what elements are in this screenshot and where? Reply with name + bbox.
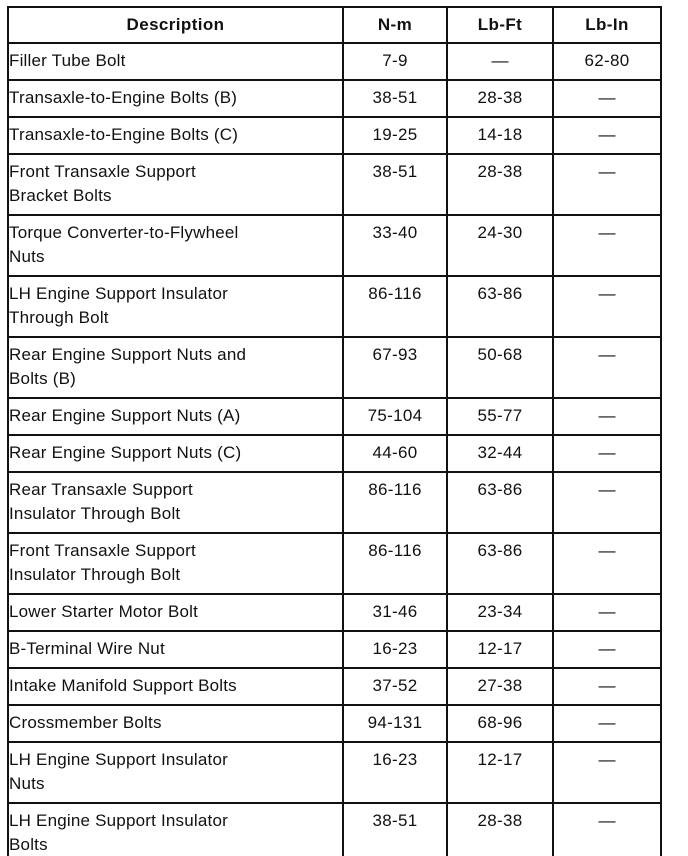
lbft-value-cell: 68-96 — [447, 705, 553, 742]
table-row — [8, 276, 661, 337]
description-cell: Front Transaxle Support Insulator Through Bolt — [8, 533, 343, 594]
nm-value-cell: 16-23 — [343, 742, 447, 803]
lbft-value-cell: 28-38 — [447, 154, 553, 215]
lbft-value-cell: 28-38 — [447, 80, 553, 117]
nm-value-cell: 31-46 — [343, 594, 447, 631]
lbft-value-cell: 14-18 — [447, 117, 553, 154]
description-cell: Rear Engine Support Nuts (A) — [8, 398, 343, 435]
table-row — [8, 533, 661, 594]
description-cell: Rear Engine Support Nuts and Bolts (B) — [8, 337, 343, 398]
table-row — [8, 668, 661, 705]
lbft-value-cell: 50-68 — [447, 337, 553, 398]
torque-spec-table — [7, 6, 662, 856]
table-row — [8, 215, 661, 276]
lbft-value-cell: 28-38 — [447, 803, 553, 856]
table-row — [8, 398, 661, 435]
lbin-value-cell: — — [553, 705, 661, 742]
table-row — [8, 594, 661, 631]
table-row — [8, 803, 661, 856]
nm-value-cell: 94-131 — [343, 705, 447, 742]
lbft-value-cell: — — [447, 43, 553, 80]
description-cell: Transaxle-to-Engine Bolts (C) — [8, 117, 343, 154]
lbin-value-cell: — — [553, 668, 661, 705]
table-row — [8, 472, 661, 533]
table-row — [8, 43, 661, 80]
nm-value-cell: 19-25 — [343, 117, 447, 154]
lbft-value-cell: 63-86 — [447, 276, 553, 337]
table-row — [8, 337, 661, 398]
lbin-value-cell: — — [553, 117, 661, 154]
header-lbft: Lb-Ft — [447, 7, 553, 43]
lbft-value-cell: 55-77 — [447, 398, 553, 435]
description-cell: Filler Tube Bolt — [8, 43, 343, 80]
nm-value-cell: 16-23 — [343, 631, 447, 668]
description-cell: Front Transaxle Support Bracket Bolts — [8, 154, 343, 215]
description-cell: LH Engine Support Insulator Bolts — [8, 803, 343, 856]
description-cell: Crossmember Bolts — [8, 705, 343, 742]
description-cell: Transaxle-to-Engine Bolts (B) — [8, 80, 343, 117]
lbin-value-cell: — — [553, 154, 661, 215]
nm-value-cell: 86-116 — [343, 533, 447, 594]
lbft-value-cell: 32-44 — [447, 435, 553, 472]
description-cell: LH Engine Support Insulator Nuts — [8, 742, 343, 803]
table-row — [8, 80, 661, 117]
table-row — [8, 742, 661, 803]
lbin-value-cell: — — [553, 472, 661, 533]
lbin-value-cell: — — [553, 631, 661, 668]
lbin-value-cell: — — [553, 803, 661, 856]
lbin-value-cell: — — [553, 398, 661, 435]
table-body — [8, 43, 661, 856]
lbft-value-cell: 24-30 — [447, 215, 553, 276]
table-row — [8, 435, 661, 472]
lbin-value-cell: — — [553, 435, 661, 472]
lbft-value-cell: 12-17 — [447, 631, 553, 668]
nm-value-cell: 44-60 — [343, 435, 447, 472]
lbin-value-cell: 62-80 — [553, 43, 661, 80]
description-cell: Rear Transaxle Support Insulator Through Bolt — [8, 472, 343, 533]
nm-value-cell: 67-93 — [343, 337, 447, 398]
nm-value-cell: 38-51 — [343, 80, 447, 117]
nm-value-cell: 75-104 — [343, 398, 447, 435]
header-row — [8, 7, 661, 43]
lbin-value-cell: — — [553, 533, 661, 594]
nm-value-cell: 86-116 — [343, 472, 447, 533]
lbft-value-cell: 27-38 — [447, 668, 553, 705]
table-row — [8, 117, 661, 154]
nm-value-cell: 33-40 — [343, 215, 447, 276]
description-cell: Rear Engine Support Nuts (C) — [8, 435, 343, 472]
lbin-value-cell: — — [553, 742, 661, 803]
nm-value-cell: 37-52 — [343, 668, 447, 705]
header-nm: N-m — [343, 7, 447, 43]
lbin-value-cell: — — [553, 594, 661, 631]
description-cell: Torque Converter-to-Flywheel Nuts — [8, 215, 343, 276]
lbin-value-cell: — — [553, 276, 661, 337]
nm-value-cell: 38-51 — [343, 154, 447, 215]
description-cell: Lower Starter Motor Bolt — [8, 594, 343, 631]
lbin-value-cell: — — [553, 80, 661, 117]
header-lbin: Lb-In — [553, 7, 661, 43]
table-row — [8, 631, 661, 668]
table-row — [8, 154, 661, 215]
description-cell: LH Engine Support Insulator Through Bolt — [8, 276, 343, 337]
lbft-value-cell: 63-86 — [447, 472, 553, 533]
lbft-value-cell: 63-86 — [447, 533, 553, 594]
table-row — [8, 705, 661, 742]
lbin-value-cell: — — [553, 215, 661, 276]
lbin-value-cell: — — [553, 337, 661, 398]
lbft-value-cell: 12-17 — [447, 742, 553, 803]
nm-value-cell: 7-9 — [343, 43, 447, 80]
description-cell: Intake Manifold Support Bolts — [8, 668, 343, 705]
nm-value-cell: 86-116 — [343, 276, 447, 337]
header-description: Description — [8, 7, 343, 43]
lbft-value-cell: 23-34 — [447, 594, 553, 631]
description-cell: B-Terminal Wire Nut — [8, 631, 343, 668]
nm-value-cell: 38-51 — [343, 803, 447, 856]
